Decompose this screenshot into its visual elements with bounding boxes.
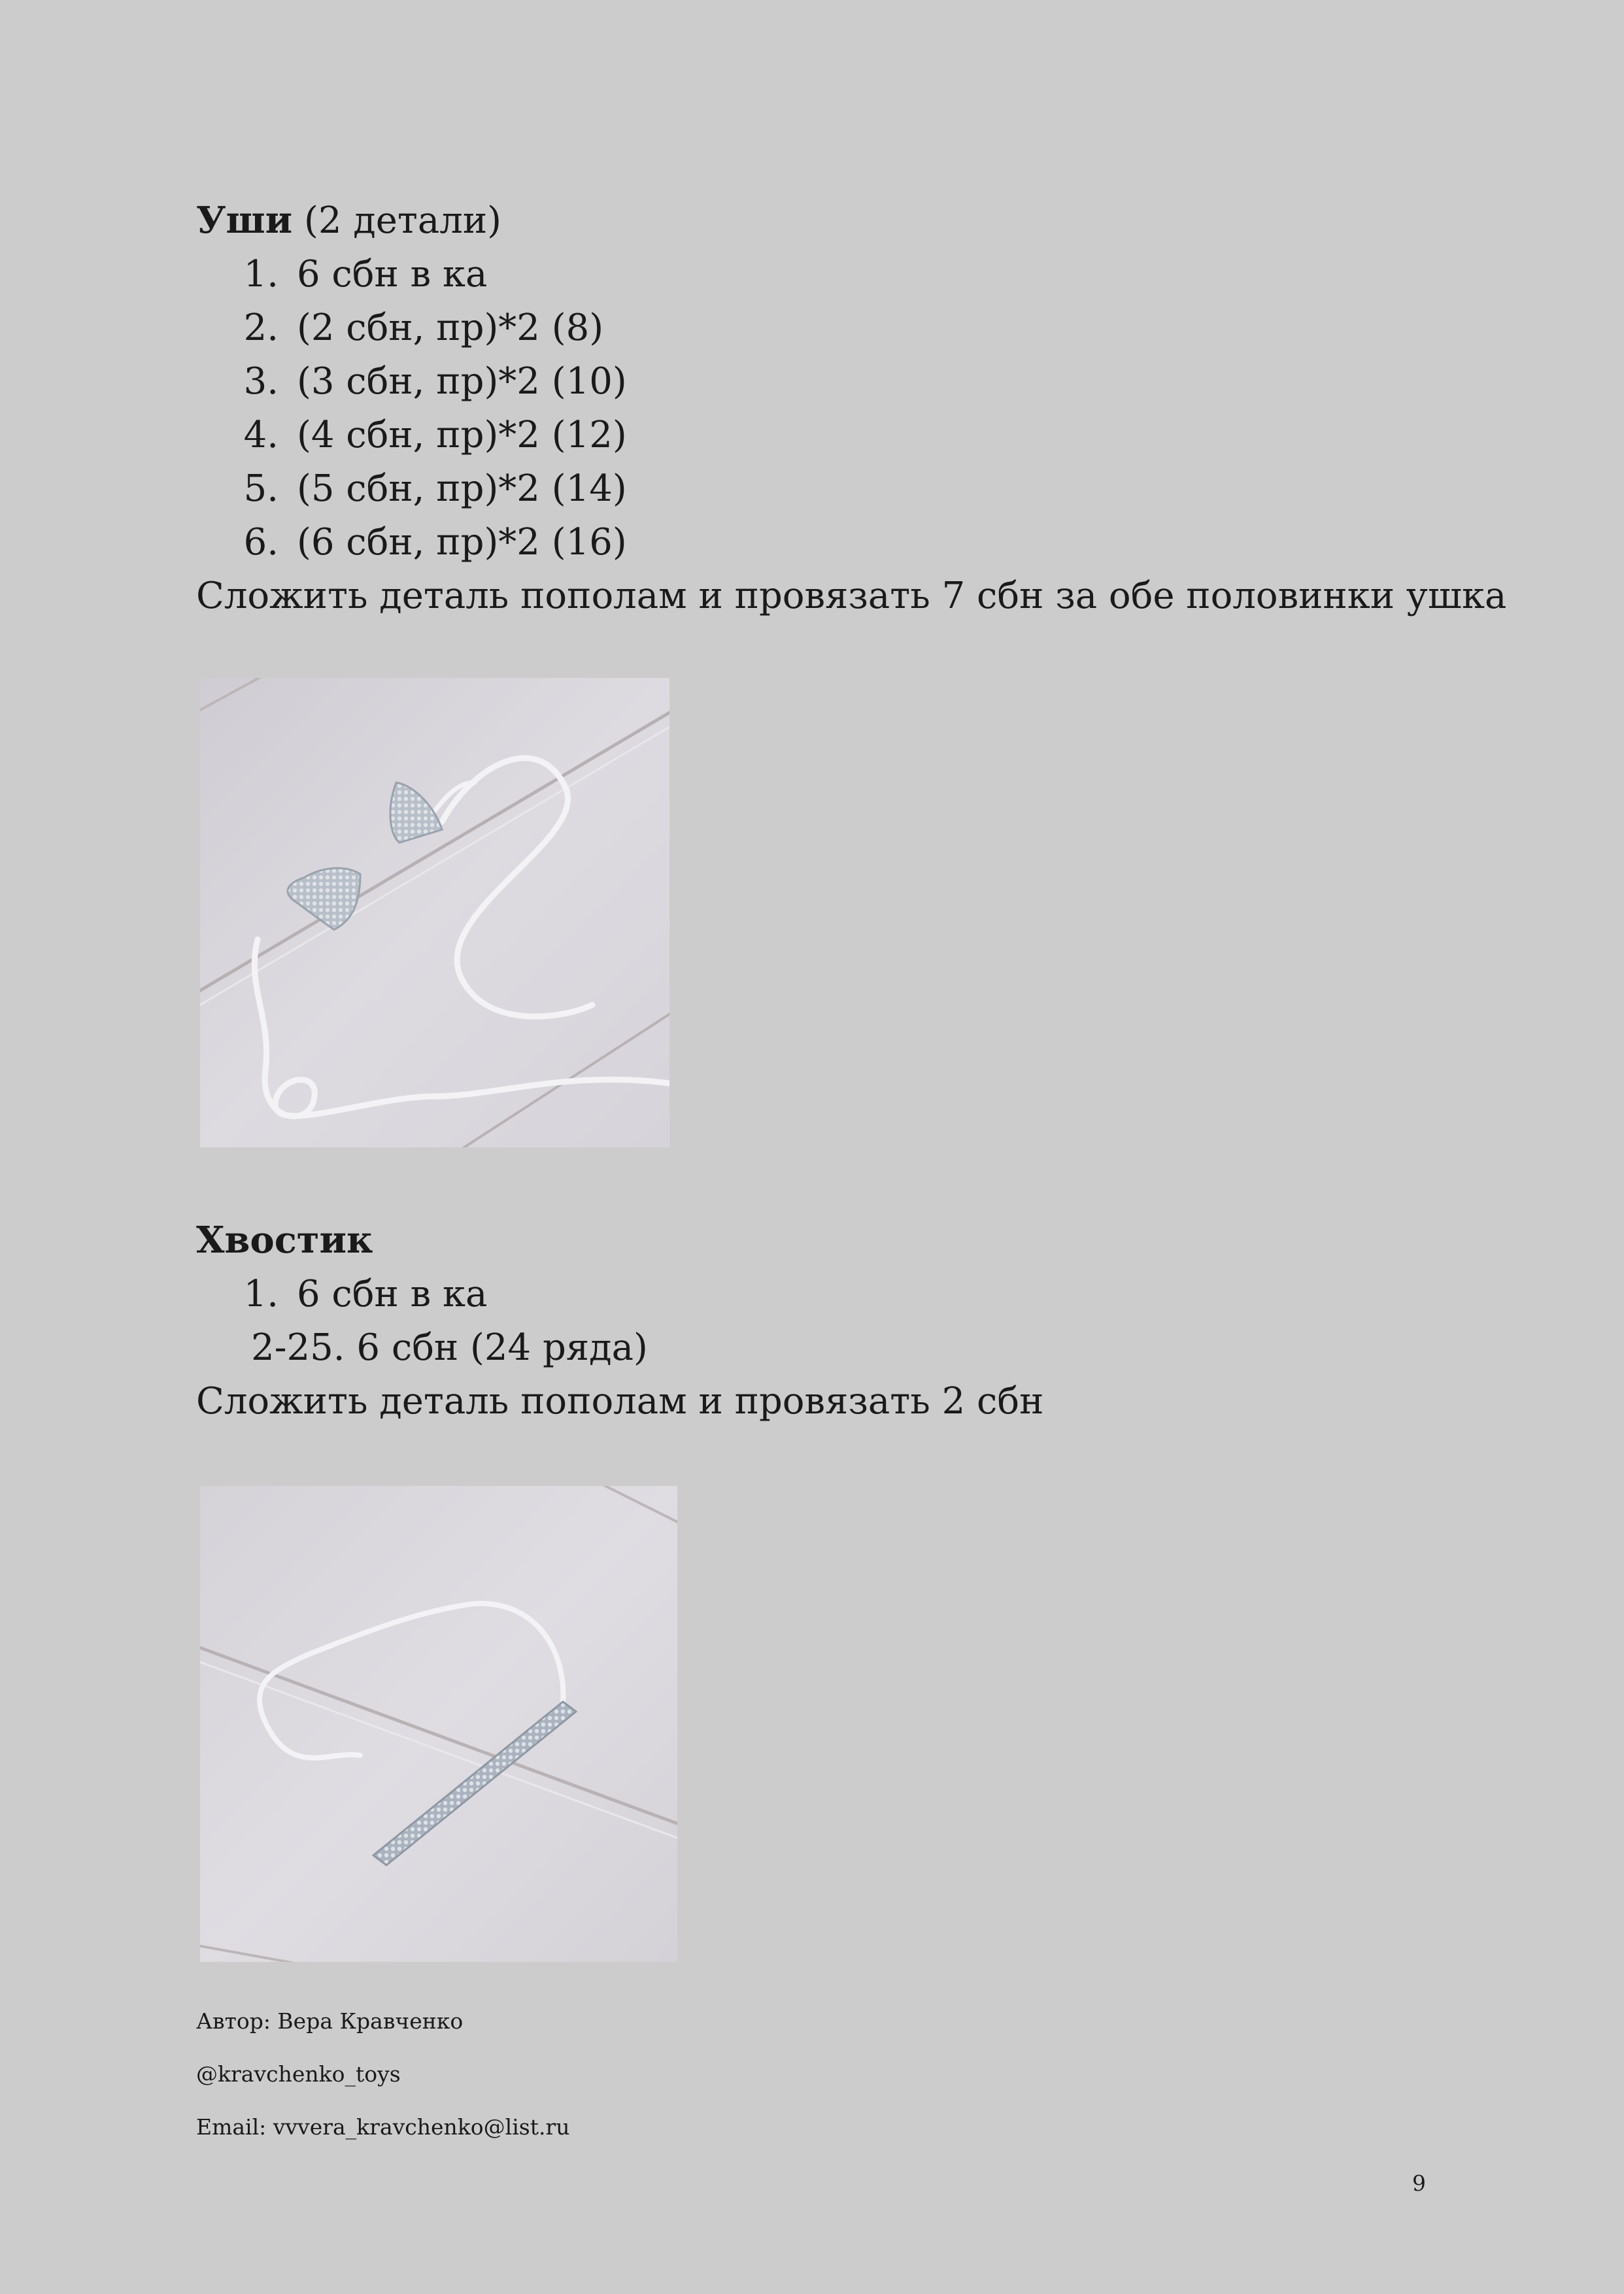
step-text: 2-25. 6 сбн (24 ряда): [251, 1326, 648, 1369]
step-text: 6 сбн в ка: [297, 253, 488, 295]
step-text: (3 сбн, пр)*2 (10): [297, 360, 627, 403]
ears-heading: [196, 194, 1506, 248]
ears-section: [196, 194, 1506, 623]
ears-subtitle: (2 детали): [292, 199, 501, 242]
tail-steps: [196, 1268, 1043, 1375]
tail-note: Сложить деталь пополам и провязать 2 сбн: [196, 1380, 1044, 1423]
ears-note: Сложить деталь пополам и провязать 7 сбн за обе половинки ушка: [196, 575, 1507, 617]
footer-handle: @kravchenko_toys: [196, 2061, 401, 2087]
step-number: 5.: [243, 467, 279, 510]
step-number: 3.: [243, 360, 279, 403]
tail-step: [196, 1321, 1043, 1375]
tail-heading: [196, 1213, 1043, 1268]
ears-step: [196, 516, 1506, 569]
tail-photo-image: [200, 1486, 677, 1962]
ears-photo-image: [200, 678, 669, 1147]
tail-title: Хвостик: [196, 1219, 373, 1262]
tail-photo: [200, 1486, 677, 1962]
tail-step: [196, 1268, 1043, 1321]
tail-section: [196, 1213, 1043, 1428]
step-text: (2 сбн, пр)*2 (8): [297, 307, 604, 349]
step-number: 1.: [243, 1273, 279, 1315]
ears-step: [196, 248, 1506, 301]
ears-steps: [196, 248, 1506, 569]
footer-email: Email: vvvera_kravchenko@list.ru: [196, 2114, 570, 2140]
ears-step: [196, 301, 1506, 355]
step-text: (4 сбн, пр)*2 (12): [297, 414, 627, 456]
ears-step: [196, 462, 1506, 516]
step-number: 2.: [243, 307, 279, 349]
page-number: 9: [1412, 2170, 1426, 2196]
ears-title: Уши: [196, 199, 293, 242]
footer-author: Автор: Вера Кравченко: [196, 2008, 464, 2034]
step-number: 6.: [243, 521, 279, 564]
step-text: 6 сбн в ка: [297, 1273, 488, 1315]
ears-photo: [200, 678, 669, 1147]
step-text: (5 сбн, пр)*2 (14): [297, 467, 627, 510]
ears-step: [196, 409, 1506, 462]
step-number: 1.: [243, 253, 279, 295]
step-number: 4.: [243, 414, 279, 456]
ears-step: [196, 355, 1506, 409]
step-text: (6 сбн, пр)*2 (16): [297, 521, 627, 564]
